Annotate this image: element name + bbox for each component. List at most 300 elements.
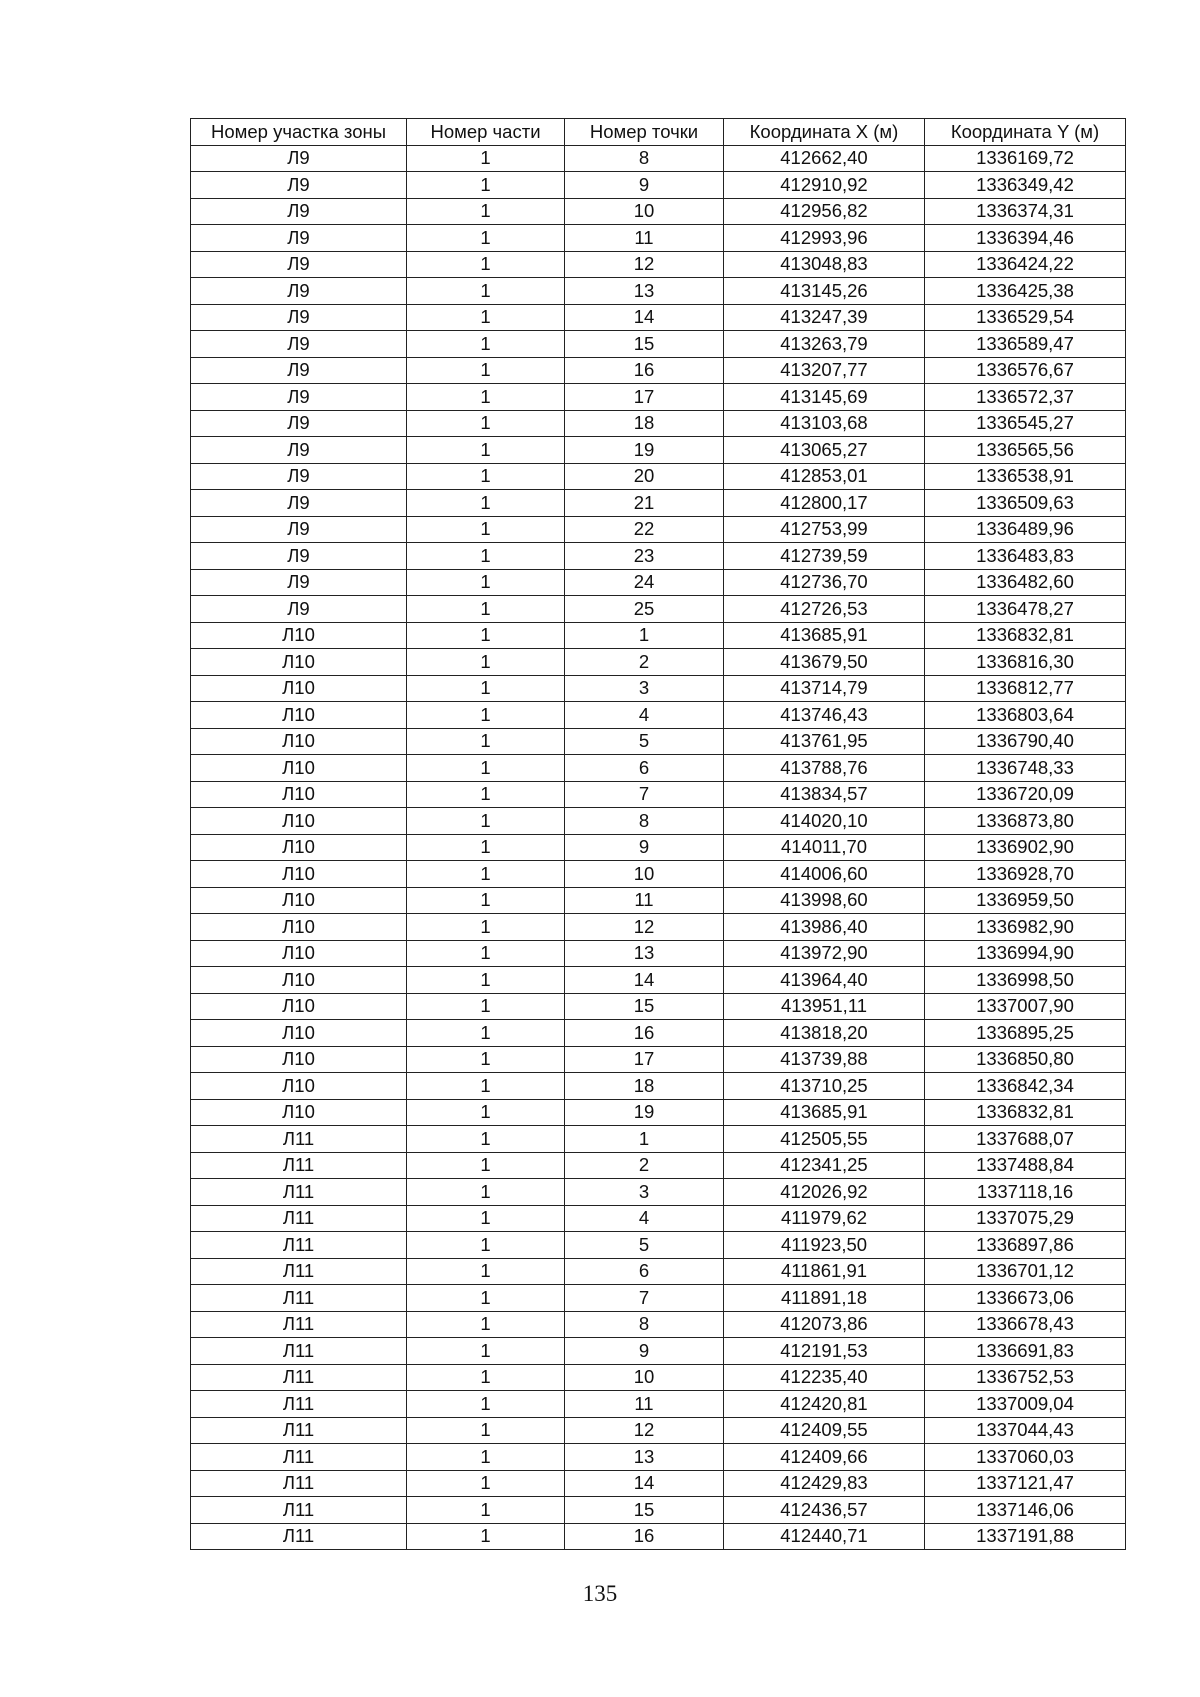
- part-number-cell: 1: [407, 331, 565, 358]
- zone-section-cell: Л10: [191, 993, 407, 1020]
- table-row: [191, 437, 1126, 464]
- point-number-cell: 12: [565, 251, 724, 278]
- zone-section-cell: Л10: [191, 622, 407, 649]
- zone-section-cell: Л11: [191, 1470, 407, 1497]
- point-number-cell: 10: [565, 1364, 724, 1391]
- zone-section-cell: Л10: [191, 649, 407, 676]
- part-number-cell: 1: [407, 1020, 565, 1047]
- zone-section-cell: Л11: [191, 1258, 407, 1285]
- zone-section-cell: Л11: [191, 1179, 407, 1206]
- table-row: [191, 516, 1126, 543]
- part-number-cell: 1: [407, 172, 565, 199]
- page-number: 135: [582, 1581, 618, 1606]
- zone-section-cell: Л9: [191, 463, 407, 490]
- coordinate-x-cell: 412341,25: [724, 1152, 925, 1179]
- zone-section-cell: Л11: [191, 1285, 407, 1312]
- coordinate-y-cell: 1336748,33: [925, 755, 1126, 782]
- coordinate-x-cell: 413746,43: [724, 702, 925, 729]
- zone-section-cell: Л9: [191, 410, 407, 437]
- part-number-cell: 1: [407, 1073, 565, 1100]
- point-number-cell: 15: [565, 331, 724, 358]
- coordinate-x-cell: 412191,53: [724, 1338, 925, 1365]
- header-point-number: Номер точки: [565, 119, 724, 146]
- coordinate-x-cell: 412073,86: [724, 1311, 925, 1338]
- point-number-cell: 9: [565, 172, 724, 199]
- part-number-cell: 1: [407, 1497, 565, 1524]
- part-number-cell: 1: [407, 887, 565, 914]
- point-number-cell: 6: [565, 755, 724, 782]
- part-number-cell: 1: [407, 675, 565, 702]
- coordinate-x-cell: 414006,60: [724, 861, 925, 888]
- coordinate-y-cell: 1337060,03: [925, 1444, 1126, 1471]
- point-number-cell: 7: [565, 1285, 724, 1312]
- coordinate-y-cell: 1336832,81: [925, 622, 1126, 649]
- coordinate-y-cell: 1336678,43: [925, 1311, 1126, 1338]
- table-row: [191, 1258, 1126, 1285]
- table-row: [191, 410, 1126, 437]
- table-row: [191, 1099, 1126, 1126]
- coordinate-y-cell: 1337118,16: [925, 1179, 1126, 1206]
- table-row: [191, 1391, 1126, 1418]
- coordinate-x-cell: 413247,39: [724, 304, 925, 331]
- zone-section-cell: Л9: [191, 172, 407, 199]
- point-number-cell: 6: [565, 1258, 724, 1285]
- zone-section-cell: Л9: [191, 145, 407, 172]
- part-number-cell: 1: [407, 543, 565, 570]
- table-row: [191, 728, 1126, 755]
- part-number-cell: 1: [407, 914, 565, 941]
- table-row: [191, 622, 1126, 649]
- coordinate-x-cell: 412235,40: [724, 1364, 925, 1391]
- part-number-cell: 1: [407, 278, 565, 305]
- point-number-cell: 9: [565, 834, 724, 861]
- coordinate-y-cell: 1336169,72: [925, 145, 1126, 172]
- zone-section-cell: Л11: [191, 1311, 407, 1338]
- part-number-cell: 1: [407, 569, 565, 596]
- coordinate-y-cell: 1336572,37: [925, 384, 1126, 411]
- part-number-cell: 1: [407, 1179, 565, 1206]
- table-row: [191, 1470, 1126, 1497]
- coordinate-x-cell: 413710,25: [724, 1073, 925, 1100]
- zone-section-cell: Л10: [191, 808, 407, 835]
- part-number-cell: 1: [407, 198, 565, 225]
- coordinate-x-cell: 412662,40: [724, 145, 925, 172]
- point-number-cell: 4: [565, 1205, 724, 1232]
- coordinate-x-cell: 413788,76: [724, 755, 925, 782]
- zone-section-cell: Л11: [191, 1391, 407, 1418]
- point-number-cell: 17: [565, 1046, 724, 1073]
- coordinate-x-cell: 411923,50: [724, 1232, 925, 1259]
- zone-section-cell: Л10: [191, 861, 407, 888]
- point-number-cell: 16: [565, 1523, 724, 1550]
- table-row: [191, 1338, 1126, 1365]
- part-number-cell: 1: [407, 1391, 565, 1418]
- coordinate-x-cell: 413761,95: [724, 728, 925, 755]
- part-number-cell: 1: [407, 304, 565, 331]
- part-number-cell: 1: [407, 1311, 565, 1338]
- coordinate-x-cell: 411979,62: [724, 1205, 925, 1232]
- coordinate-x-cell: 412026,92: [724, 1179, 925, 1206]
- zone-section-cell: Л9: [191, 304, 407, 331]
- point-number-cell: 14: [565, 967, 724, 994]
- point-number-cell: 18: [565, 1073, 724, 1100]
- point-number-cell: 25: [565, 596, 724, 623]
- zone-section-cell: Л9: [191, 198, 407, 225]
- point-number-cell: 13: [565, 278, 724, 305]
- zone-section-cell: Л11: [191, 1126, 407, 1153]
- table-row: [191, 145, 1126, 172]
- coordinate-y-cell: 1336959,50: [925, 887, 1126, 914]
- coordinate-x-cell: 412440,71: [724, 1523, 925, 1550]
- zone-section-cell: Л10: [191, 1099, 407, 1126]
- zone-section-cell: Л11: [191, 1497, 407, 1524]
- point-number-cell: 23: [565, 543, 724, 570]
- coordinate-x-cell: 412726,53: [724, 596, 925, 623]
- table-row: [191, 1364, 1126, 1391]
- coordinate-x-cell: 413685,91: [724, 622, 925, 649]
- point-number-cell: 11: [565, 1391, 724, 1418]
- point-number-cell: 19: [565, 1099, 724, 1126]
- table-row: [191, 675, 1126, 702]
- zone-section-cell: Л10: [191, 1020, 407, 1047]
- table-row: [191, 225, 1126, 252]
- part-number-cell: 1: [407, 516, 565, 543]
- coordinate-y-cell: 1337007,90: [925, 993, 1126, 1020]
- point-number-cell: 8: [565, 808, 724, 835]
- zone-section-cell: Л11: [191, 1417, 407, 1444]
- zone-section-cell: Л10: [191, 1073, 407, 1100]
- coordinate-y-cell: 1336349,42: [925, 172, 1126, 199]
- coordinate-y-cell: 1336482,60: [925, 569, 1126, 596]
- coordinate-y-cell: 1336483,83: [925, 543, 1126, 570]
- coordinate-x-cell: 413065,27: [724, 437, 925, 464]
- table-row: [191, 940, 1126, 967]
- zone-section-cell: Л10: [191, 967, 407, 994]
- point-number-cell: 13: [565, 940, 724, 967]
- coordinate-x-cell: 413207,77: [724, 357, 925, 384]
- coordinate-x-cell: 412993,96: [724, 225, 925, 252]
- point-number-cell: 12: [565, 1417, 724, 1444]
- coordinate-y-cell: 1336576,67: [925, 357, 1126, 384]
- part-number-cell: 1: [407, 1099, 565, 1126]
- zone-section-cell: Л9: [191, 516, 407, 543]
- part-number-cell: 1: [407, 1205, 565, 1232]
- table-row: [191, 463, 1126, 490]
- table-row: [191, 808, 1126, 835]
- coordinate-x-cell: 413048,83: [724, 251, 925, 278]
- coordinate-x-cell: 413951,11: [724, 993, 925, 1020]
- coordinate-x-cell: 412409,55: [724, 1417, 925, 1444]
- point-number-cell: 5: [565, 728, 724, 755]
- part-number-cell: 1: [407, 1523, 565, 1550]
- part-number-cell: 1: [407, 649, 565, 676]
- coordinate-x-cell: 411891,18: [724, 1285, 925, 1312]
- part-number-cell: 1: [407, 781, 565, 808]
- coordinate-x-cell: 412956,82: [724, 198, 925, 225]
- point-number-cell: 14: [565, 304, 724, 331]
- zone-section-cell: Л10: [191, 781, 407, 808]
- point-number-cell: 14: [565, 1470, 724, 1497]
- coordinate-y-cell: 1336928,70: [925, 861, 1126, 888]
- point-number-cell: 22: [565, 516, 724, 543]
- coordinate-y-cell: 1336509,63: [925, 490, 1126, 517]
- coordinate-x-cell: 412436,57: [724, 1497, 925, 1524]
- coordinate-x-cell: 412505,55: [724, 1126, 925, 1153]
- point-number-cell: 8: [565, 145, 724, 172]
- coordinate-x-cell: 413263,79: [724, 331, 925, 358]
- zone-section-cell: Л9: [191, 331, 407, 358]
- part-number-cell: 1: [407, 145, 565, 172]
- table-row: [191, 1020, 1126, 1047]
- coordinate-x-cell: 413685,91: [724, 1099, 925, 1126]
- coordinate-y-cell: 1336752,53: [925, 1364, 1126, 1391]
- table-row: [191, 649, 1126, 676]
- part-number-cell: 1: [407, 1285, 565, 1312]
- coordinate-y-cell: 1336902,90: [925, 834, 1126, 861]
- table-row: [191, 596, 1126, 623]
- point-number-cell: 11: [565, 887, 724, 914]
- table-row: [191, 198, 1126, 225]
- zone-section-cell: Л11: [191, 1152, 407, 1179]
- coordinate-y-cell: 1336701,12: [925, 1258, 1126, 1285]
- part-number-cell: 1: [407, 861, 565, 888]
- zone-section-cell: Л9: [191, 596, 407, 623]
- part-number-cell: 1: [407, 728, 565, 755]
- coordinate-x-cell: 413986,40: [724, 914, 925, 941]
- coordinate-y-cell: 1337488,84: [925, 1152, 1126, 1179]
- table-row: [191, 304, 1126, 331]
- coordinate-y-cell: 1336565,56: [925, 437, 1126, 464]
- table-row: [191, 1285, 1126, 1312]
- coordinate-x-cell: 413834,57: [724, 781, 925, 808]
- coordinate-x-cell: 412753,99: [724, 516, 925, 543]
- coordinate-x-cell: 413145,26: [724, 278, 925, 305]
- table-header-row: [191, 119, 1126, 146]
- point-number-cell: 15: [565, 1497, 724, 1524]
- table-row: [191, 569, 1126, 596]
- table-row: [191, 781, 1126, 808]
- part-number-cell: 1: [407, 1338, 565, 1365]
- zone-section-cell: Л9: [191, 384, 407, 411]
- coordinate-y-cell: 1336489,96: [925, 516, 1126, 543]
- part-number-cell: 1: [407, 384, 565, 411]
- zone-section-cell: Л10: [191, 834, 407, 861]
- table-row: [191, 887, 1126, 914]
- table-row: [191, 543, 1126, 570]
- zone-section-cell: Л9: [191, 437, 407, 464]
- header-zone-section: Номер участка зоны: [191, 119, 407, 146]
- point-number-cell: 21: [565, 490, 724, 517]
- part-number-cell: 1: [407, 357, 565, 384]
- point-number-cell: 15: [565, 993, 724, 1020]
- point-number-cell: 10: [565, 861, 724, 888]
- point-number-cell: 10: [565, 198, 724, 225]
- point-number-cell: 8: [565, 1311, 724, 1338]
- point-number-cell: 5: [565, 1232, 724, 1259]
- part-number-cell: 1: [407, 490, 565, 517]
- point-number-cell: 18: [565, 410, 724, 437]
- table-row: [191, 1417, 1126, 1444]
- table-row: [191, 1497, 1126, 1524]
- coordinate-y-cell: 1336994,90: [925, 940, 1126, 967]
- table-row: [191, 172, 1126, 199]
- coordinate-y-cell: 1337044,43: [925, 1417, 1126, 1444]
- coordinate-x-cell: 411861,91: [724, 1258, 925, 1285]
- part-number-cell: 1: [407, 834, 565, 861]
- coordinate-x-cell: 413972,90: [724, 940, 925, 967]
- coordinate-x-cell: 412800,17: [724, 490, 925, 517]
- table-header: [191, 119, 1126, 146]
- point-number-cell: 1: [565, 1126, 724, 1153]
- point-number-cell: 17: [565, 384, 724, 411]
- part-number-cell: 1: [407, 702, 565, 729]
- table-row: [191, 1523, 1126, 1550]
- coordinate-y-cell: 1336589,47: [925, 331, 1126, 358]
- coordinate-x-cell: 413145,69: [724, 384, 925, 411]
- table-row: [191, 993, 1126, 1020]
- coordinate-x-cell: 413739,88: [724, 1046, 925, 1073]
- coordinate-x-cell: 413964,40: [724, 967, 925, 994]
- part-number-cell: 1: [407, 1152, 565, 1179]
- coordinate-y-cell: 1336538,91: [925, 463, 1126, 490]
- coordinate-x-cell: 413714,79: [724, 675, 925, 702]
- table-row: [191, 1232, 1126, 1259]
- header-coordinate-x: Координата X (м): [724, 119, 925, 146]
- header-part-number: Номер части: [407, 119, 565, 146]
- coordinate-y-cell: 1336816,30: [925, 649, 1126, 676]
- part-number-cell: 1: [407, 622, 565, 649]
- part-number-cell: 1: [407, 1470, 565, 1497]
- part-number-cell: 1: [407, 596, 565, 623]
- zone-section-cell: Л9: [191, 569, 407, 596]
- table-row: [191, 1073, 1126, 1100]
- table-row: [191, 490, 1126, 517]
- point-number-cell: 7: [565, 781, 724, 808]
- point-number-cell: 24: [565, 569, 724, 596]
- coordinate-y-cell: 1336812,77: [925, 675, 1126, 702]
- coordinate-y-cell: 1336720,09: [925, 781, 1126, 808]
- table-row: [191, 914, 1126, 941]
- coordinate-x-cell: 413679,50: [724, 649, 925, 676]
- point-number-cell: 4: [565, 702, 724, 729]
- coordinate-y-cell: 1336873,80: [925, 808, 1126, 835]
- part-number-cell: 1: [407, 1364, 565, 1391]
- part-number-cell: 1: [407, 251, 565, 278]
- point-number-cell: 12: [565, 914, 724, 941]
- point-number-cell: 9: [565, 1338, 724, 1365]
- zone-section-cell: Л11: [191, 1364, 407, 1391]
- zone-section-cell: Л10: [191, 940, 407, 967]
- zone-section-cell: Л11: [191, 1444, 407, 1471]
- coordinate-y-cell: 1336998,50: [925, 967, 1126, 994]
- table-row: [191, 1152, 1126, 1179]
- point-number-cell: 20: [565, 463, 724, 490]
- table-row: [191, 384, 1126, 411]
- part-number-cell: 1: [407, 808, 565, 835]
- zone-section-cell: Л10: [191, 675, 407, 702]
- point-number-cell: 11: [565, 225, 724, 252]
- part-number-cell: 1: [407, 225, 565, 252]
- coordinate-y-cell: 1336529,54: [925, 304, 1126, 331]
- coordinate-y-cell: 1336790,40: [925, 728, 1126, 755]
- zone-section-cell: Л10: [191, 1046, 407, 1073]
- zone-section-cell: Л10: [191, 887, 407, 914]
- part-number-cell: 1: [407, 437, 565, 464]
- zone-section-cell: Л11: [191, 1205, 407, 1232]
- table-row: [191, 1444, 1126, 1471]
- coordinate-y-cell: 1336850,80: [925, 1046, 1126, 1073]
- zone-section-cell: Л10: [191, 702, 407, 729]
- point-number-cell: 2: [565, 1152, 724, 1179]
- point-number-cell: 3: [565, 675, 724, 702]
- part-number-cell: 1: [407, 410, 565, 437]
- part-number-cell: 1: [407, 1046, 565, 1073]
- coordinate-x-cell: 412853,01: [724, 463, 925, 490]
- coordinate-y-cell: 1336424,22: [925, 251, 1126, 278]
- table-row: [191, 1126, 1126, 1153]
- zone-section-cell: Л10: [191, 728, 407, 755]
- coordinate-y-cell: 1336478,27: [925, 596, 1126, 623]
- zone-section-cell: Л9: [191, 251, 407, 278]
- coordinate-y-cell: 1336394,46: [925, 225, 1126, 252]
- coordinate-y-cell: 1337121,47: [925, 1470, 1126, 1497]
- coordinate-y-cell: 1337009,04: [925, 1391, 1126, 1418]
- coordinate-y-cell: 1336895,25: [925, 1020, 1126, 1047]
- coordinate-y-cell: 1336832,81: [925, 1099, 1126, 1126]
- coordinate-x-cell: 412409,66: [724, 1444, 925, 1471]
- table-body: [191, 145, 1126, 1550]
- table-row: [191, 357, 1126, 384]
- table-row: [191, 834, 1126, 861]
- zone-section-cell: Л10: [191, 914, 407, 941]
- coordinate-y-cell: 1336897,86: [925, 1232, 1126, 1259]
- zone-section-cell: Л11: [191, 1523, 407, 1550]
- point-number-cell: 13: [565, 1444, 724, 1471]
- part-number-cell: 1: [407, 993, 565, 1020]
- table-row: [191, 278, 1126, 305]
- zone-section-cell: Л9: [191, 278, 407, 305]
- zone-section-cell: Л9: [191, 490, 407, 517]
- coordinate-x-cell: 413818,20: [724, 1020, 925, 1047]
- coordinate-y-cell: 1336803,64: [925, 702, 1126, 729]
- table-row: [191, 861, 1126, 888]
- point-number-cell: 16: [565, 357, 724, 384]
- coordinate-y-cell: 1336691,83: [925, 1338, 1126, 1365]
- coordinate-y-cell: 1337146,06: [925, 1497, 1126, 1524]
- coordinate-y-cell: 1337075,29: [925, 1205, 1126, 1232]
- coordinate-x-cell: 412910,92: [724, 172, 925, 199]
- zone-section-cell: Л9: [191, 225, 407, 252]
- coordinate-x-cell: 412739,59: [724, 543, 925, 570]
- point-number-cell: 19: [565, 437, 724, 464]
- coordinate-x-cell: 414011,70: [724, 834, 925, 861]
- point-number-cell: 2: [565, 649, 724, 676]
- zone-section-cell: Л11: [191, 1232, 407, 1259]
- zone-section-cell: Л9: [191, 543, 407, 570]
- coordinate-x-cell: 414020,10: [724, 808, 925, 835]
- coordinate-x-cell: 413103,68: [724, 410, 925, 437]
- part-number-cell: 1: [407, 1444, 565, 1471]
- coordinate-y-cell: 1336374,31: [925, 198, 1126, 225]
- table-row: [191, 967, 1126, 994]
- coordinate-y-cell: 1336842,34: [925, 1073, 1126, 1100]
- part-number-cell: 1: [407, 755, 565, 782]
- part-number-cell: 1: [407, 1417, 565, 1444]
- part-number-cell: 1: [407, 967, 565, 994]
- coordinate-x-cell: 412429,83: [724, 1470, 925, 1497]
- coordinate-x-cell: 412420,81: [724, 1391, 925, 1418]
- point-number-cell: 16: [565, 1020, 724, 1047]
